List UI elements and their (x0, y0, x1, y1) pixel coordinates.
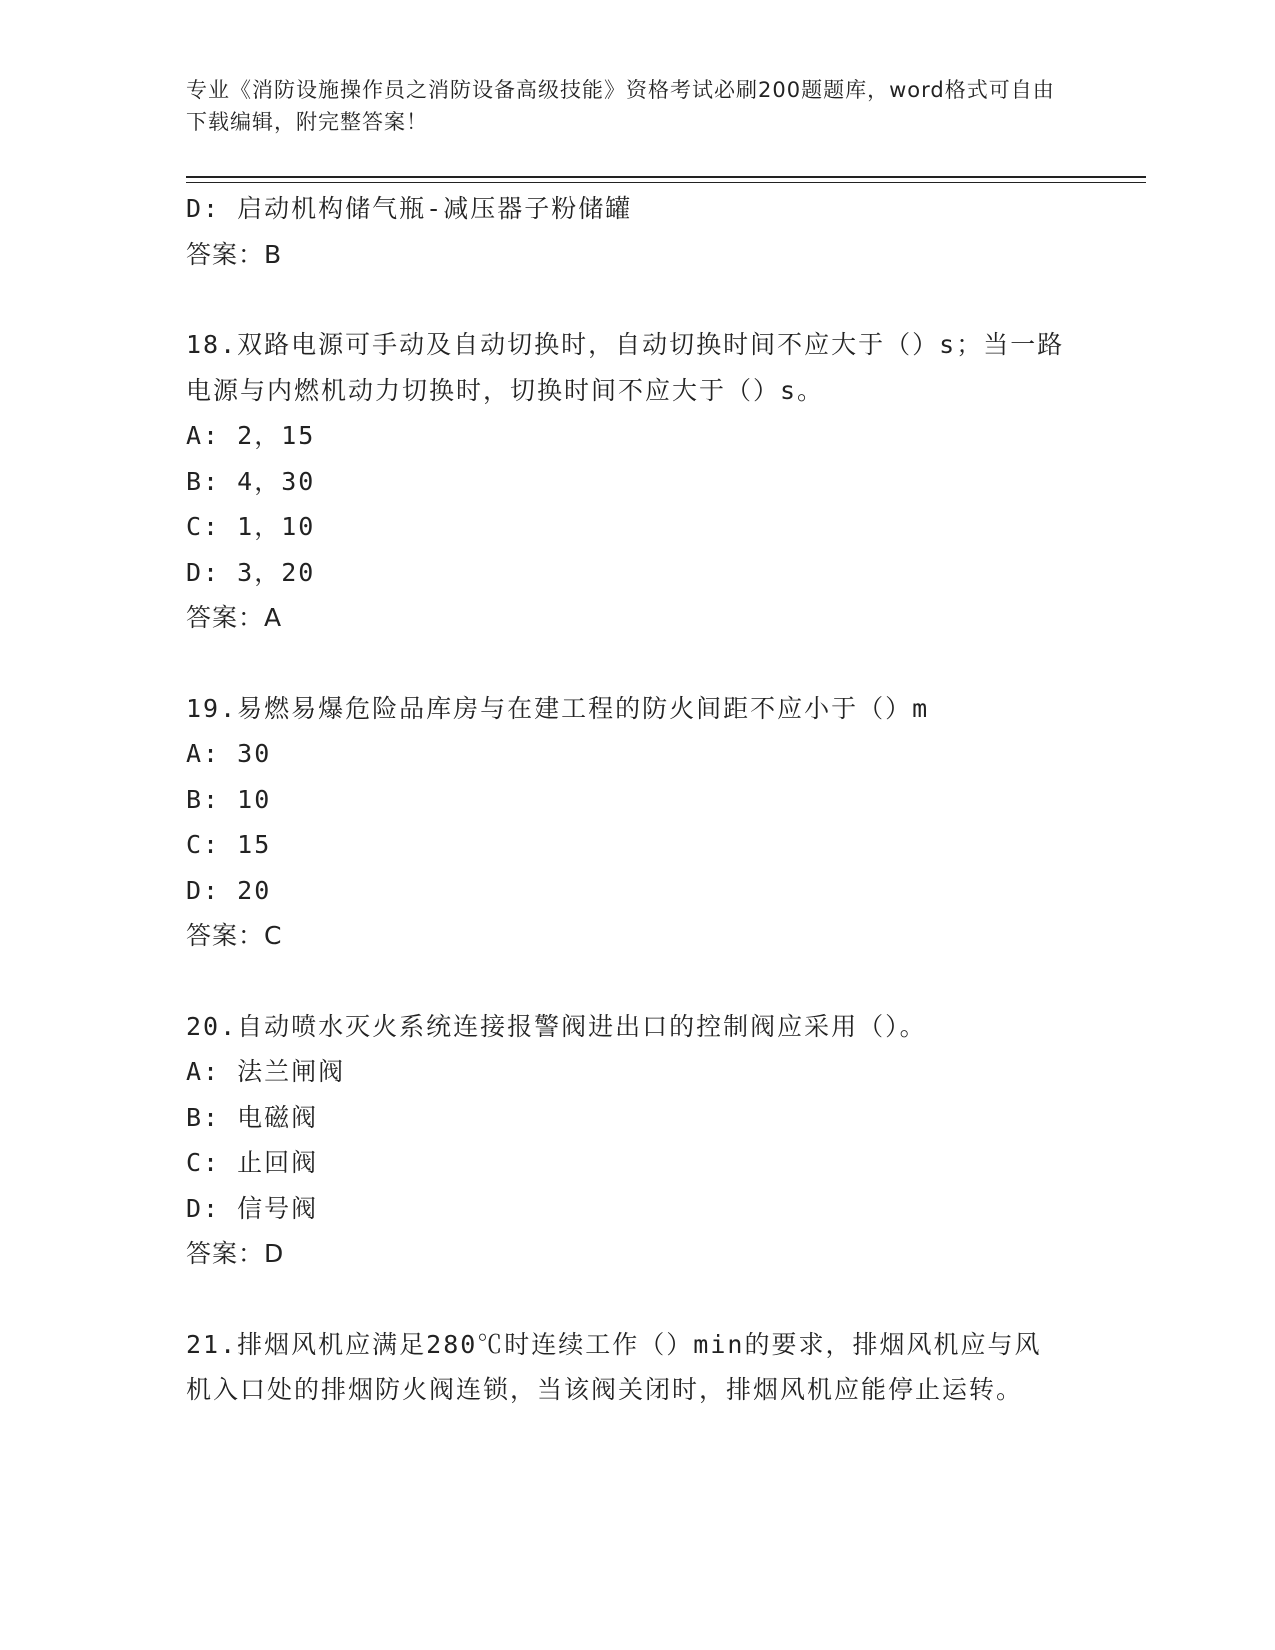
question-19 (186, 686, 1066, 959)
option-d: D: 3，20 (186, 557, 316, 587)
question-gap (186, 641, 1066, 686)
option-c: C: 止回阀 (186, 1148, 319, 1177)
option-a: A: 30 (186, 739, 272, 768)
question-gap (186, 277, 1066, 322)
page-header: 专业《消防设施操作员之消防设备高级技能》资格考试必刷200题题库，word格式可自由下载编辑，附完整答案！ (186, 78, 1055, 134)
header-divider-thin (186, 182, 1146, 183)
answer: 答案：D (186, 1239, 285, 1268)
question-stem: 21.排烟风机应满足280℃时连续工作（）min的要求，排烟风机应与风机入口处的排烟防火阀连锁，当该阀关闭时，排烟风机应能停止运转。 (186, 1329, 1042, 1404)
option-b: B: 10 (186, 784, 272, 814)
option-b: B: 4，30 (186, 466, 316, 496)
question-stem: 20.自动喷水灭火系统连接报警阀进出口的控制阀应采用（）。 (186, 1011, 927, 1041)
header-divider-thick (186, 176, 1146, 178)
option-d: D: 20 (186, 875, 272, 905)
option-c: C: 1，10 (186, 512, 316, 541)
option-a: A: 法兰闸阀 (186, 1057, 346, 1086)
option-c: C: 15 (186, 830, 272, 859)
question-stem: 18.双路电源可手动及自动切换时，自动切换时间不应大于（）s；当一路电源与内燃机动力切换时，切换时间不应大于（）s。 (186, 330, 1065, 405)
question-17 (186, 186, 1066, 277)
option-b: B: 电磁阀 (186, 1102, 319, 1132)
question-gap (186, 959, 1066, 1004)
question-stem: 19.易燃易爆危险品库房与在建工程的防火间距不应小于（）m (186, 693, 930, 723)
answer: 答案：C (186, 921, 283, 950)
option-d: D: 启动机构储气瓶-减压器子粉储罐 (186, 194, 633, 223)
question-18 (186, 322, 1066, 641)
question-gap (186, 1277, 1066, 1322)
question-content (186, 186, 1066, 1413)
option-a: A: 2，15 (186, 421, 316, 450)
question-20 (186, 1004, 1066, 1277)
answer: 答案：B (186, 239, 283, 269)
option-d: D: 信号阀 (186, 1193, 319, 1223)
question-21 (186, 1322, 1066, 1413)
answer: 答案：A (186, 603, 283, 632)
